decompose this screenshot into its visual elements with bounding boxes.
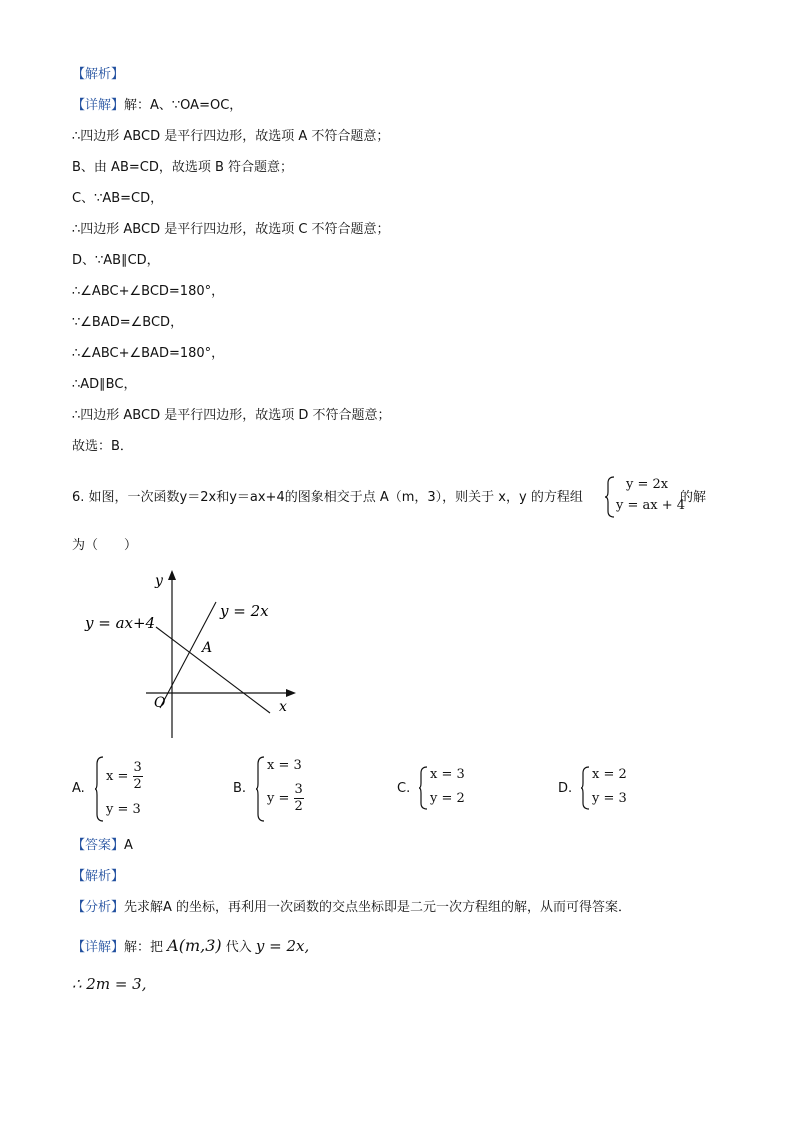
solution-line-3: B、由 AB=CD，故选项 B 符合题意； <box>72 160 294 175</box>
last-line: ∴ 2m = 3, <box>72 975 147 993</box>
solution-line-10: ∴AD∥BC， <box>72 377 137 392</box>
y-axis-label: y <box>155 573 163 589</box>
solution-line-8: ∵∠BAD=∠BCD， <box>72 315 184 330</box>
option-b-row-2: y = $\frac{3}{2}$ <box>267 782 303 814</box>
left-brace-icon <box>418 766 428 810</box>
system-row-2: y = ax + 4 <box>616 498 686 513</box>
option-d-system[interactable] <box>580 766 636 810</box>
function-graph <box>80 568 320 743</box>
analysis-line: 【分析】先求解A 的坐标，再利用一次函数的交点坐标即是二元一次方程组的解，从而可得答案． <box>72 900 632 915</box>
solution-line-5: ∴四边形 ABCD 是平行四边形，故选项 C 不符合题意； <box>72 222 390 237</box>
line-y-ax4-label: y = ax+4 <box>85 614 156 632</box>
question-6-stem-paren: 为（ ） <box>72 538 138 553</box>
detail-line: 【详解】解：把 A(m,3) 代入 y = 2x, <box>72 936 310 955</box>
option-c-row-2: y = 2 <box>430 791 465 806</box>
solution-line-12: 故选：B． <box>72 439 133 454</box>
question-6-stem-text: 6. 如图，一次函数y＝2x和y＝ax+4的图象相交于点 A（m，3），则关于 x，y 的方程组 <box>72 490 583 505</box>
left-brace-icon <box>580 766 590 810</box>
option-d-label[interactable]: D. <box>558 781 573 796</box>
option-d-row-1: x = 2 <box>592 767 627 782</box>
x-axis-arrow-icon <box>286 689 296 697</box>
option-b-row-1: x = 3 <box>267 758 302 773</box>
x-axis-label: x <box>279 699 287 715</box>
jiexi-heading-2: 【解析】 <box>72 869 125 884</box>
fenxi-heading: 【分析】 <box>72 900 125 915</box>
system-row-1: y = 2x <box>626 477 669 492</box>
jiexi-heading: 【解析】 <box>72 67 125 82</box>
option-a-row-2: y = 3 <box>106 802 141 817</box>
solution-line-2: ∴四边形 ABCD 是平行四边形，故选项 A 不符合题意； <box>72 129 390 144</box>
solution-line-1: 【详解】解：A、∵OA=OC， <box>72 98 243 113</box>
question-6-equation-system <box>604 476 684 518</box>
line-y-ax4 <box>156 627 270 713</box>
option-a-row-1: x = $\frac{3}{2}$ <box>106 760 142 792</box>
solution-line-7: ∴∠ABC+∠BCD=180°， <box>72 284 225 299</box>
solution-line-6: D、∵AB∥CD， <box>72 253 160 268</box>
option-b-label[interactable]: B. <box>233 781 247 796</box>
option-c-label[interactable]: C. <box>397 781 411 796</box>
solution-line-9: ∴∠ABC+∠BAD=180°， <box>72 346 225 361</box>
point-a-label: A <box>202 640 213 656</box>
option-d-row-2: y = 3 <box>592 791 627 806</box>
point-expression: A(m,3) <box>167 936 222 955</box>
xiangjie-heading: 【详解】 <box>72 98 125 113</box>
daan-heading: 【答案】 <box>72 838 125 853</box>
left-brace-icon <box>604 476 616 518</box>
option-c-system[interactable] <box>418 766 474 810</box>
left-brace-icon <box>255 756 265 822</box>
option-b-system[interactable] <box>255 756 315 822</box>
solution-line-11: ∴四边形 ABCD 是平行四边形，故选项 D 不符合题意； <box>72 408 391 423</box>
xiangjie-heading-2: 【详解】 <box>72 940 125 955</box>
solution-line-4: C、∵AB=CD， <box>72 191 164 206</box>
question-6-stem <box>72 489 583 507</box>
y-axis-arrow-icon <box>168 570 176 580</box>
answer-value: A <box>124 838 133 853</box>
option-a-system[interactable] <box>94 756 154 822</box>
answer-line <box>72 837 133 855</box>
question-6-stem-tail: 的解 <box>680 490 707 505</box>
option-a-label[interactable]: A. <box>72 781 85 796</box>
left-brace-icon <box>94 756 104 822</box>
option-c-row-1: x = 3 <box>430 767 465 782</box>
equation-expression: y = 2x, <box>255 937 310 955</box>
origin-label: O <box>154 695 166 711</box>
line-y-2x-label: y = 2x <box>220 602 269 620</box>
